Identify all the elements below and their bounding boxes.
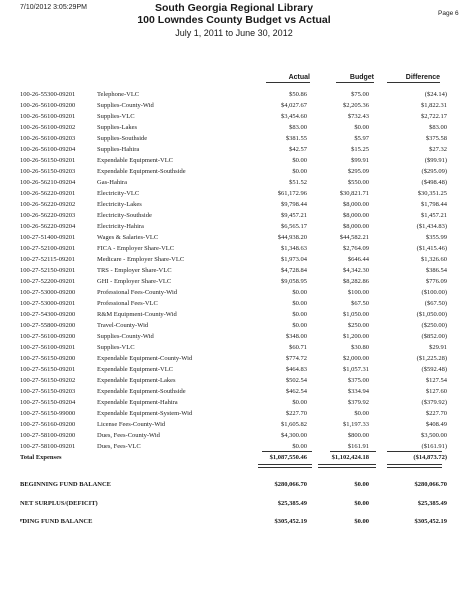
budget-amount: $100.00	[347, 289, 369, 296]
account-number: 100-27-52115-09201	[20, 256, 76, 263]
difference-amount: ($67.50)	[424, 300, 447, 307]
difference-amount: ($250.00)	[421, 322, 447, 329]
account-number: 100-27-52200-09201	[20, 278, 76, 285]
difference-amount: $1,822.31	[421, 102, 447, 109]
budget-amount: $2,764.09	[343, 245, 369, 252]
account-description: R&M Equipment-County-Wid	[97, 311, 177, 318]
account-description: License Fees-County-Wid	[97, 421, 166, 428]
account-number: 100-27-56160-09200	[20, 421, 76, 428]
account-description: Expendable Equipment-Southside	[97, 388, 186, 395]
account-number: 100-26-56210-09204	[20, 179, 76, 186]
budget-amount: $1,197.33	[343, 421, 369, 428]
summary-label: BEGINNING FUND BALANCE	[20, 481, 112, 488]
column-header-difference: Difference	[387, 74, 440, 83]
actual-amount: $0.00	[292, 322, 307, 329]
difference-amount: ($161.91)	[421, 443, 447, 450]
budget-amount: $732.43	[347, 113, 369, 120]
difference-amount: ($99.91)	[424, 157, 447, 164]
actual-amount: $0.00	[292, 168, 307, 175]
difference-amount: ($24.14)	[424, 91, 447, 98]
difference-amount: $375.58	[425, 135, 447, 142]
budget-amount: $44,582.21	[339, 234, 369, 241]
actual-amount: $464.83	[285, 366, 307, 373]
account-description: Expendable Equipment-System-Wid	[97, 410, 193, 417]
account-description: Supplies-Southside	[97, 135, 148, 142]
account-number: 100-27-56150-09204	[20, 399, 76, 406]
budget-amount: $295.09	[347, 168, 369, 175]
account-description: Electricity-Hahira	[97, 223, 144, 230]
account-description: Expendable Equipment-County-Wid	[97, 355, 193, 362]
budget-amount: $67.50	[351, 300, 369, 307]
actual-amount: $42.57	[289, 146, 307, 153]
budget-amount: $161.91	[347, 443, 369, 450]
total-actual: $1,087,550.46	[269, 454, 307, 461]
budget-amount: $5.97	[354, 135, 369, 142]
account-description: Supplies-Lakes	[97, 124, 138, 131]
actual-amount: $60.71	[289, 344, 307, 351]
budget-amount: $15.25	[351, 146, 369, 153]
account-number: 100-27-58100-09200	[20, 432, 76, 439]
account-number: 100-27-53000-09201	[20, 300, 76, 307]
account-number: 100-27-56100-09201	[20, 344, 76, 351]
actual-amount: $4,728.84	[281, 267, 307, 274]
difference-amount: $776.09	[425, 278, 447, 285]
total-difference: ($14,873.72)	[413, 454, 447, 461]
difference-amount: ($498.48)	[421, 179, 447, 186]
account-description: Supplies-County-Wid	[97, 333, 154, 340]
account-description: Professional Fees-County-Wid	[97, 289, 178, 296]
summary-row-net	[0, 498, 468, 510]
actual-amount: $3,454.60	[281, 113, 307, 120]
difference-amount: ($1,225.28)	[416, 355, 447, 362]
account-number: 100-26-56150-09203	[20, 168, 76, 175]
budget-amount: $99.91	[351, 157, 369, 164]
account-number: 100-26-56100-09200	[20, 102, 76, 109]
account-description: Telephone-VLC	[97, 91, 140, 98]
page-number: Page 6	[438, 10, 459, 17]
difference-amount: ($852.00)	[421, 333, 447, 340]
actual-amount: $774.72	[285, 355, 307, 362]
actual-amount: $9,798.44	[281, 201, 307, 208]
actual-amount: $50.86	[289, 91, 307, 98]
summary-label: ᴾDING FUND BALANCE	[20, 518, 93, 525]
total-budget: $1,102,424.18	[331, 454, 369, 461]
account-number: 100-26-56150-09201	[20, 157, 76, 164]
budget-amount: $30,821.71	[339, 190, 369, 197]
budget-amount: $1,200.00	[343, 333, 369, 340]
total-expenses-row	[0, 451, 468, 464]
account-description: Dues, Fees-VLC	[97, 443, 141, 450]
actual-amount: $381.55	[285, 135, 307, 142]
account-number: 100-27-52100-09201	[20, 245, 76, 252]
actual-amount: $0.00	[292, 157, 307, 164]
account-description: Expendable Equipment-Southside	[97, 168, 186, 175]
account-number: 100-27-56150-09200	[20, 355, 76, 362]
summary-row-beginning	[0, 479, 468, 491]
actual-amount: $462.54	[285, 388, 307, 395]
difference-amount: ($100.00)	[421, 289, 447, 296]
actual-amount: $9,457.21	[281, 212, 307, 219]
difference-amount: $227.70	[425, 410, 447, 417]
budget-amount: $646.44	[347, 256, 369, 263]
account-number: 100-27-56150-99000	[20, 410, 76, 417]
account-number: 100-26-56220-09203	[20, 212, 76, 219]
account-number: 100-27-52150-09201	[20, 267, 76, 274]
summary-budget: $0.00	[354, 518, 369, 525]
budget-amount: $334.94	[347, 388, 369, 395]
account-description: FICA - Employer Share-VLC	[97, 245, 175, 252]
account-description: Medicare - Employer Share-VLC	[97, 256, 185, 263]
difference-amount: $408.49	[425, 421, 447, 428]
budget-amount: $8,000.00	[343, 223, 369, 230]
difference-amount: $386.54	[425, 267, 447, 274]
actual-amount: $4,027.67	[281, 102, 307, 109]
actual-amount: $6,565.17	[281, 223, 307, 230]
actual-amount: $51.52	[289, 179, 307, 186]
account-number: 100-27-51400-09201	[20, 234, 76, 241]
summary-difference: $25,385.49	[417, 500, 447, 507]
total-label: Total Expenses	[20, 454, 62, 461]
account-description: Expendable Equipment-VLC	[97, 366, 173, 373]
difference-amount: $1,457.21	[421, 212, 447, 219]
account-number: 100-27-56150-09203	[20, 388, 76, 395]
summary-row-ending	[0, 516, 468, 528]
summary-difference: $280,066.70	[414, 481, 447, 488]
summary-difference: $305,452.19	[414, 518, 447, 525]
actual-amount: $0.00	[292, 443, 307, 450]
account-number: 100-26-56100-09201	[20, 113, 76, 120]
actual-amount: $1,605.82	[281, 421, 307, 428]
summary-actual: $305,452.19	[274, 518, 307, 525]
actual-amount: $1,348.63	[281, 245, 307, 252]
difference-amount: $127.54	[425, 377, 447, 384]
account-description: Electricity-Lakes	[97, 201, 142, 208]
difference-amount: $27.32	[429, 146, 447, 153]
actual-amount: $502.54	[285, 377, 307, 384]
account-number: 100-26-55300-09201	[20, 91, 76, 98]
actual-amount: $4,300.00	[281, 432, 307, 439]
actual-amount: $0.00	[292, 399, 307, 406]
budget-amount: $1,057.31	[343, 366, 369, 373]
budget-amount: $30.80	[351, 344, 369, 351]
budget-amount: $250.00	[347, 322, 369, 329]
difference-amount: $29.91	[429, 344, 447, 351]
budget-amount: $2,205.36	[343, 102, 369, 109]
actual-amount: $83.00	[289, 124, 307, 131]
account-description: Gas-Hahira	[97, 179, 127, 186]
summary-actual: $25,385.49	[277, 500, 307, 507]
account-description: Electricity-Southside	[97, 212, 152, 219]
actual-amount: $9,058.95	[281, 278, 307, 285]
account-number: 100-26-56220-09201	[20, 190, 76, 197]
difference-amount: ($592.48)	[421, 366, 447, 373]
report-title: 100 Lowndes County Budget vs Actual	[137, 14, 331, 26]
actual-amount: $0.00	[292, 300, 307, 307]
difference-amount: $2,722.17	[421, 113, 447, 120]
difference-amount: $355.99	[425, 234, 447, 241]
budget-amount: $800.00	[347, 432, 369, 439]
account-number: 100-26-56100-09203	[20, 135, 76, 142]
difference-amount: $83.00	[429, 124, 447, 131]
account-description: Supplies-VLC	[97, 113, 135, 120]
total-double-rule-budget	[318, 464, 376, 468]
account-description: Wages & Salaries-VLC	[97, 234, 159, 241]
budget-amount: $2,000.00	[343, 355, 369, 362]
budget-amount: $8,282.86	[343, 278, 369, 285]
budget-amount: $550.00	[347, 179, 369, 186]
account-description: Professional Fees-VLC	[97, 300, 158, 307]
budget-amount: $0.00	[354, 410, 369, 417]
actual-amount: $227.70	[285, 410, 307, 417]
actual-amount: $0.00	[292, 289, 307, 296]
report-timestamp: 7/10/2012 3:05:29PM	[20, 4, 87, 11]
account-description: Supplies-VLC	[97, 344, 135, 351]
account-number: 100-27-56100-09200	[20, 333, 76, 340]
difference-amount: ($379.92)	[421, 399, 447, 406]
column-header-budget: Budget	[336, 74, 374, 83]
actual-amount: $348.00	[285, 333, 307, 340]
account-description: Electricity-VLC	[97, 190, 140, 197]
budget-amount: $75.00	[351, 91, 369, 98]
account-description: Supplies-Hahira	[97, 146, 140, 153]
account-description: Supplies-County-Wid	[97, 102, 154, 109]
budget-amount: $1,050.00	[343, 311, 369, 318]
difference-amount: $3,500.00	[421, 432, 447, 439]
summary-actual: $280,066.70	[274, 481, 307, 488]
difference-amount: ($1,434.83)	[416, 223, 447, 230]
actual-amount: $61,172.96	[277, 190, 307, 197]
account-description: GHI - Employer Share-VLC	[97, 278, 172, 285]
account-description: Travel-County-Wid	[97, 322, 149, 329]
summary-budget: $0.00	[354, 500, 369, 507]
summary-budget: $0.00	[354, 481, 369, 488]
actual-amount: $0.00	[292, 311, 307, 318]
account-number: 100-27-53000-09200	[20, 289, 76, 296]
budget-amount: $8,000.00	[343, 212, 369, 219]
report-org-title: South Georgia Regional Library	[154, 2, 314, 14]
account-number: 100-26-56100-09204	[20, 146, 76, 153]
difference-amount: ($1,415.46)	[416, 245, 447, 252]
budget-amount: $4,342.30	[343, 267, 369, 274]
budget-amount: $375.00	[347, 377, 369, 384]
account-number: 100-27-54300-09200	[20, 311, 76, 318]
total-double-rule-difference	[387, 464, 442, 468]
account-number: 100-27-58100-09201	[20, 443, 76, 450]
difference-amount: $127.60	[425, 388, 447, 395]
account-description: TRS - Employer Share-VLC	[97, 267, 172, 274]
account-number: 100-26-56220-09202	[20, 201, 76, 208]
account-description: Dues, Fees-County-Wid	[97, 432, 160, 439]
total-double-rule-actual	[258, 464, 312, 468]
actual-amount: $1,973.04	[281, 256, 307, 263]
account-description: Expendable Equipment-Hahira	[97, 399, 178, 406]
account-description: Expendable Equipment-VLC	[97, 157, 173, 164]
budget-amount: $379.92	[347, 399, 369, 406]
budget-amount: $0.00	[354, 124, 369, 131]
account-number: 100-27-56150-09201	[20, 366, 76, 373]
budget-amount: $8,000.00	[343, 201, 369, 208]
account-description: Expendable Equipment-Lakes	[97, 377, 176, 384]
difference-amount: $1,798.44	[421, 201, 447, 208]
difference-amount: ($1,050.00)	[416, 311, 447, 318]
difference-amount: $30,351.25	[417, 190, 447, 197]
account-number: 100-26-56100-09202	[20, 124, 76, 131]
account-number: 100-27-56150-09202	[20, 377, 76, 384]
difference-amount: ($295.09)	[421, 168, 447, 175]
actual-amount: $44,938.20	[277, 234, 307, 241]
account-number: 100-26-56220-09204	[20, 223, 76, 230]
difference-amount: $1,326.60	[421, 256, 447, 263]
column-header-actual: Actual	[266, 74, 310, 83]
account-number: 100-27-55800-09200	[20, 322, 76, 329]
report-period: July 1, 2011 to June 30, 2012	[175, 28, 293, 38]
summary-label: NET SURPLUS/(DEFICIT)	[20, 500, 98, 507]
